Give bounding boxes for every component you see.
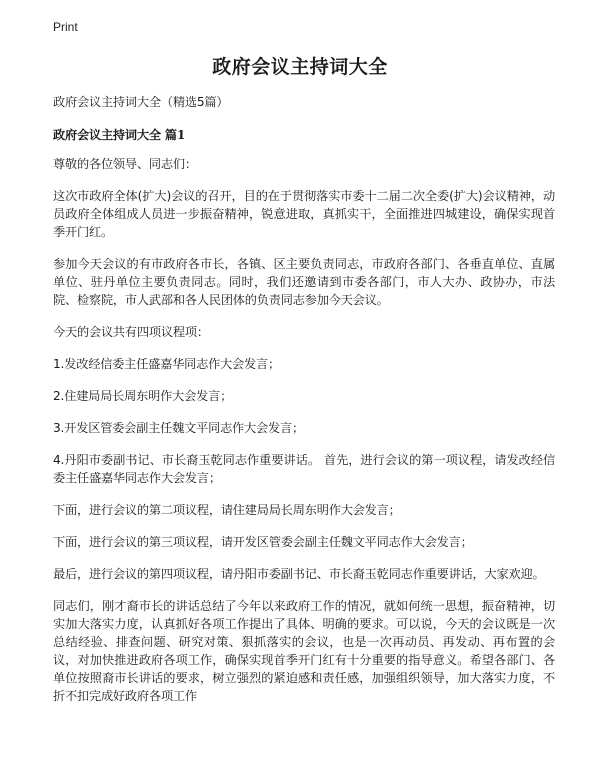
agenda-item: 2.住建局局长周东明作大会发言； (53, 389, 233, 403)
agenda-item: 1.发改经信委主任盛嘉华同志作大会发言； (53, 357, 281, 371)
paragraph: 下面，进行会议的第三项议程，请开发区管委会副主任魏文平同志作大会发言； (53, 535, 473, 549)
document-body (53, 93, 555, 719)
print-link[interactable]: Print (53, 20, 78, 34)
document-subtitle: 政府会议主持词大全（精选5篇） (53, 95, 229, 109)
paragraph: 参加今天会议的有市政府各市长，各镇、区主要负责同志，市政府各部门、各垂直单位、直属单位、驻丹单位主要负责同志。同时，我们还邀请到市委各部门，市人大办、政协办，市法院、检察院，市人武部和各人民团体的负责同志参加今天会议。 (53, 257, 555, 307)
document-title: 政府会议主持词大全 (212, 56, 388, 78)
agenda-item: 3.开发区管委会副主任魏文平同志作大会发言； (53, 421, 304, 435)
paragraph: 今天的会议共有四项议程项： (53, 325, 209, 339)
paragraph: 最后，进行会议的第四项议程，请丹阳市委副书记、市长裔玉乾同志作重要讲话，大家欢迎。 (53, 567, 545, 581)
paragraph: 这次市政府全体(扩大)会议的召开，目的在于贯彻落实市委十二届二次全委(扩大)会议精神，动员政府全体组成人员进一步振奋精神，锐意进取，真抓实干，全面推进四城建设，确保实现首季开门红。 (53, 189, 555, 239)
section-heading: 政府会议主持词大全 篇1 (53, 128, 186, 142)
paragraph: 下面，进行会议的第二项议程，请住建局局长周东明作大会发言； (53, 503, 401, 517)
paragraph-greeting: 尊敬的各位领导、同志们： (53, 157, 197, 171)
agenda-item: 4.丹阳市委副书记、市长裔玉乾同志作重要讲话。 首先，进行会议的第一项议程，请发改经信委主任盛嘉华同志作大会发言； (53, 453, 555, 485)
paragraph: 同志们，刚才裔市长的讲话总结了今年以来政府工作的情况，就如何统一思想，振奋精神，切实加大落实力度，认真抓好各项工作提出了具体、明确的要求。可以说，今天的会议既是一次总结经验、排查问题、研究对策、狠抓落实的会议，也是一次再动员、再发动、再布置的会议，对加快推进政府各项工作，确保实现首季开门红有十分重要的指导意义。希望各部门、各单位按照裔市长讲话的要求，树立强烈的紧迫感和责任感，加强组织领导，加大落实力度，不折不扣完成好政府各项工作 (53, 599, 555, 703)
